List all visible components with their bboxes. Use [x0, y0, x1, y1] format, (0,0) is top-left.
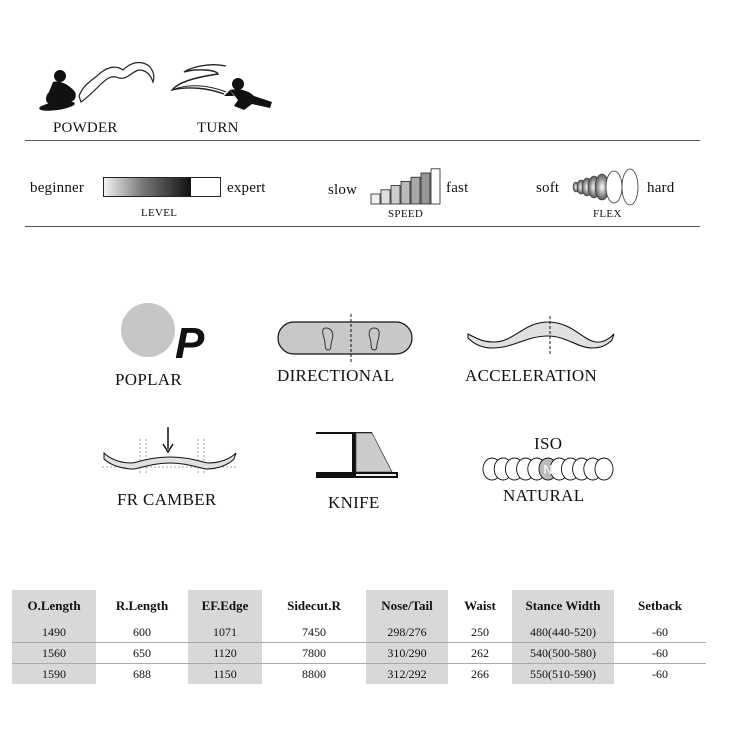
speed-bar — [421, 173, 430, 204]
cell-stance-width: 480(440-520) — [512, 622, 614, 643]
turn-icon — [168, 60, 280, 118]
directional-label: DIRECTIONAL — [277, 366, 395, 385]
cell-sidecut-r: 8800 — [302, 666, 326, 681]
cell-waist: 250 — [448, 622, 512, 643]
cell-nose-tail: 298/276 — [366, 622, 448, 643]
speed-bar — [411, 177, 420, 204]
flex-right-label: hard — [647, 180, 675, 196]
header-sidecut-r: Sidecut.R — [287, 598, 341, 613]
cell-o-length: 1560 — [12, 643, 96, 664]
poplar-label: POPLAR — [115, 370, 182, 389]
iso-circle — [595, 458, 613, 480]
turn-label: TURN — [197, 120, 239, 136]
cell-waist: 262 — [448, 643, 512, 664]
acceleration-label: ACCELERATION — [465, 366, 598, 385]
cell-stance-width: 550(510-590) — [512, 664, 614, 685]
table-row — [12, 643, 706, 664]
cell-r-length: 600 — [96, 622, 188, 643]
speed-left-label: slow — [328, 182, 358, 198]
natural-label: NATURAL — [503, 486, 585, 505]
spec-header-row — [12, 590, 706, 622]
speed-bar — [391, 186, 400, 204]
speed-bar — [371, 194, 380, 204]
flex-left-label: soft — [536, 180, 560, 196]
powder-label: POWDER — [53, 120, 118, 136]
top-divider — [25, 140, 700, 141]
speed-bar — [401, 181, 410, 204]
header-setback: Setback — [637, 598, 683, 613]
speed-bar — [381, 190, 390, 204]
fr-camber-icon — [102, 425, 238, 475]
level-right-label: expert — [227, 180, 266, 196]
cell-setback: -60 — [614, 643, 706, 664]
header-stance-width: Stance Width — [512, 590, 614, 622]
poplar-mark: P — [175, 319, 205, 362]
cell-o-length: 1490 — [12, 622, 96, 643]
header-r-length: R.Length — [115, 598, 169, 613]
knife-icon — [316, 430, 400, 482]
iso-mark: N — [543, 462, 553, 477]
cell-nose-tail: 310/290 — [366, 643, 448, 664]
table-row — [12, 622, 706, 643]
cell-sidecut-r: 7800 — [262, 643, 366, 664]
poplar-icon — [118, 302, 218, 362]
directional-icon — [276, 312, 414, 364]
cell-setback: -60 — [614, 622, 706, 643]
cell-ef-edge: 1120 — [188, 643, 262, 664]
cell-waist: 266 — [471, 666, 489, 681]
scales-divider — [25, 226, 700, 227]
speed-bar — [431, 169, 440, 204]
level-left-label: beginner — [30, 180, 85, 196]
cell-stance-width: 540(500-580) — [512, 643, 614, 664]
level-bar — [103, 177, 221, 197]
powder-icon — [35, 58, 160, 116]
cell-ef-edge: 1071 — [188, 622, 262, 643]
speed-right-label: fast — [446, 180, 469, 196]
iso-label: ISO — [534, 434, 563, 453]
cell-setback: -60 — [652, 666, 668, 681]
cell-r-length: 650 — [96, 643, 188, 664]
knife-label: KNIFE — [328, 493, 380, 512]
table-row — [12, 664, 706, 685]
cell-sidecut-r: 7450 — [262, 622, 366, 643]
cell-ef-edge: 1150 — [188, 664, 262, 685]
header-o-length: O.Length — [12, 590, 96, 622]
cell-r-length: 688 — [133, 666, 151, 681]
header-nose-tail: Nose/Tail — [366, 590, 448, 622]
header-waist: Waist — [464, 598, 496, 613]
spec-table — [12, 590, 706, 684]
iso-natural-icon — [482, 456, 614, 482]
speed-caption: SPEED — [388, 208, 424, 220]
level-bar-fill — [104, 178, 191, 196]
flex-caption: FLEX — [593, 208, 622, 220]
cell-nose-tail: 312/292 — [366, 664, 448, 685]
flex-icon — [570, 168, 642, 206]
speed-bars — [370, 167, 442, 205]
cell-o-length: 1590 — [12, 664, 96, 685]
acceleration-icon — [466, 316, 616, 356]
header-ef-edge: EF.Edge — [188, 590, 262, 622]
level-caption: LEVEL — [141, 207, 178, 219]
fr-camber-label: FR CAMBER — [117, 490, 217, 509]
